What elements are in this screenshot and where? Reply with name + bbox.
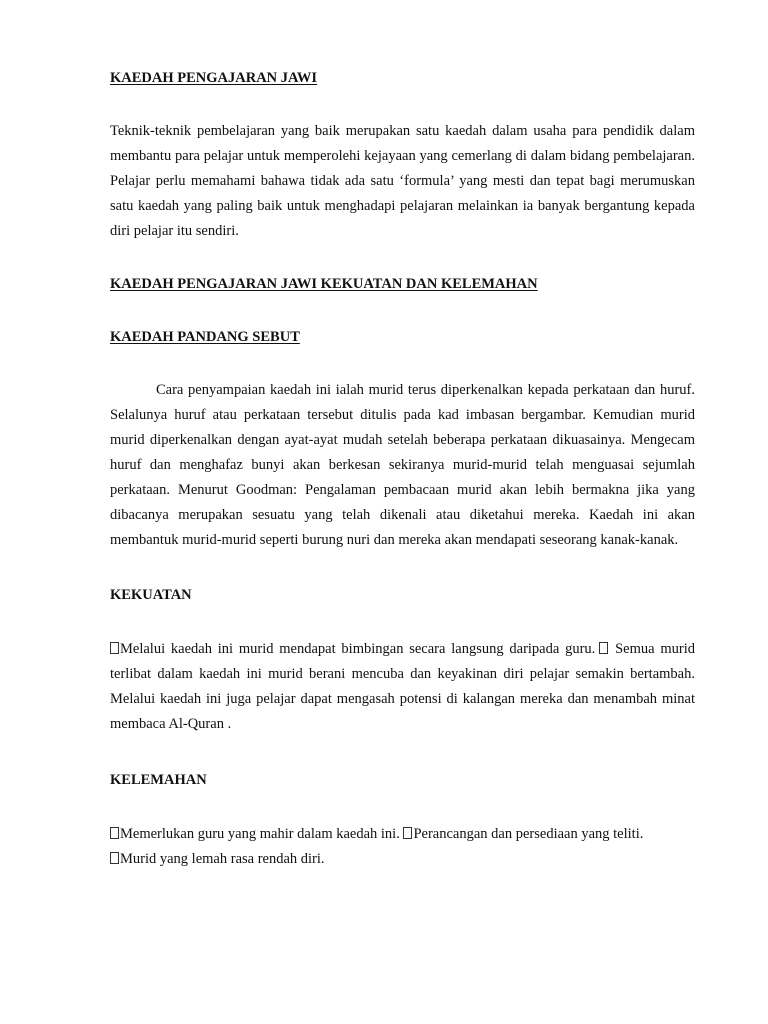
bullet-icon [110,827,119,839]
kekuatan-list [110,637,695,737]
bullet-icon [110,642,119,654]
kekuatan-item: Semua murid terlibat dalam kaedah ini murid berani mencuba dan keyakinan diri pelajar semakin bertambah. Melalui kaedah ini juga pelajar dapat mengasah potensi di kalangan mereka dan menambah minat membaca Al-Quran . [110,641,696,732]
section-heading: KAEDAH PENGAJARAN JAWI KEKUATAN DAN KELEMAHAN [110,276,538,292]
kekuatan-item: Melalui kaedah ini murid mendapat bimbingan secara langsung daripada guru. [120,641,596,657]
document-title: KAEDAH PENGAJARAN JAWI [110,70,318,86]
bullet-icon [599,642,608,654]
bullet-icon [110,852,119,864]
pandang-sebut-paragraph: Cara penyampaian kaedah ini ialah murid terus diperkenalkan kepada perkataan dan huruf. Selalunya huruf atau perkataan tersebut ditulis pada kad imbasan bergambar. Kemudian murid murid diperkenalkan dengan ayat-ayat mudah setelah beberapa perkataan dikuasainya. Mengecam huruf dan menghafaz bunyi akan berkesan sekiranya murid-murid telah menguasai sejumlah perkataan. Menurut Goodman: Pengalaman pembacaan murid akan lebih bermakna jika yang dibacanya merupakan sesuatu yang telah dikenali atau diketahui mereka. Kaedah ini akan membantuk murid-murid seperti burung nuri dan mereka akan mendapati seseorang kanak-kanak. [110,382,695,548]
intro-paragraph: Teknik-teknik pembelajaran yang baik merupakan satu kaedah dalam usaha para pendidik dalam membantu para pelajar untuk memperolehi kejayaan yang cemerlang di dalam bidang pembelajaran. Pelajar perlu memahami bahawa tidak ada satu ‘formula’ yang mesti dan tepat bagi merumuskan satu kaedah yang paling baik untuk menghadapi pelajaran melainkan ia banyak bergantung kepada diri pelajar itu sendiri. [110,123,695,239]
kelemahan-heading: KELEMAHAN [110,772,207,788]
subsection-heading: KAEDAH PANDANG SEBUT [110,329,300,345]
kelemahan-item: Perancangan dan persediaan yang teliti. [413,826,644,842]
document-page [110,62,695,872]
kelemahan-item: Memerlukan guru yang mahir dalam kaedah ini. [120,826,400,842]
bullet-icon [403,827,412,839]
kelemahan-list [110,822,695,872]
kelemahan-item: Murid yang lemah rasa rendah diri. [120,851,325,867]
kekuatan-heading: KEKUATAN [110,587,192,603]
